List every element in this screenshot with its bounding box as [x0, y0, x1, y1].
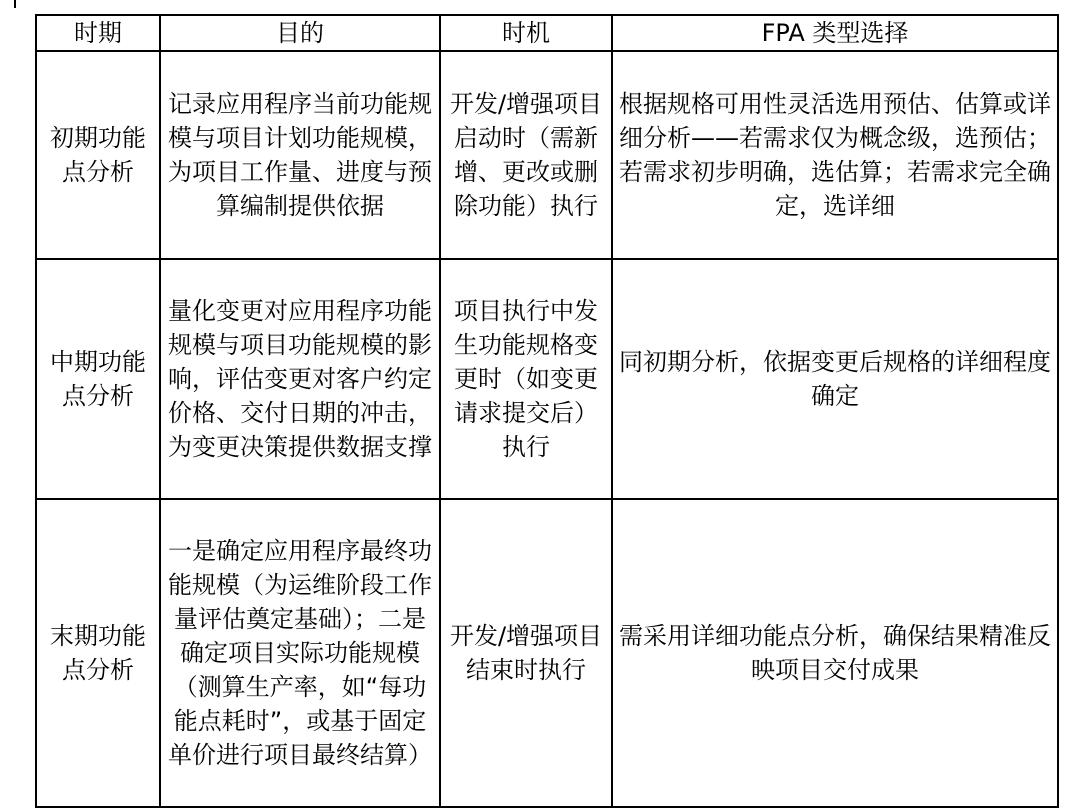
page-edge-mark — [14, 0, 26, 8]
header-timing: 时机 — [440, 15, 612, 51]
table-row-late — [36, 499, 1058, 807]
header-fpa-type: FPA 类型选择 — [612, 15, 1058, 51]
cell-fpa-type: 同初期分析，依据变更后规格的详细程度确定 — [612, 259, 1058, 499]
cell-timing: 开发/增强项目启动时（需新增、更改或删除功能）执行 — [440, 51, 612, 259]
cell-purpose: 一是确定应用程序最终功能规模（为运维阶段工作量评估奠定基础）；二是确定项目实际功能规模（测算生产率，如“每功能点耗时”，或基于固定单价进行项目最终结算） — [160, 499, 440, 807]
cell-fpa-type: 根据规格可用性灵活选用预估、估算或详细分析——若需求仅为概念级，选预估；若需求初步明确，选估算；若需求完全确定，选详细 — [612, 51, 1058, 259]
cell-purpose: 记录应用程序当前功能规模与项目计划功能规模，为项目工作量、进度与预算编制提供依据 — [160, 51, 440, 259]
header-period: 时期 — [36, 15, 160, 51]
cell-period: 中期功能点分析 — [36, 259, 160, 499]
table-header-row — [36, 15, 1058, 51]
fpa-comparison-table — [35, 14, 1059, 808]
cell-period: 末期功能点分析 — [36, 499, 160, 807]
table-row-mid — [36, 259, 1058, 499]
cell-timing: 项目执行中发生功能规格变更时（如变更请求提交后）执行 — [440, 259, 612, 499]
table-row-early — [36, 51, 1058, 259]
cell-period: 初期功能点分析 — [36, 51, 160, 259]
cell-timing: 开发/增强项目结束时执行 — [440, 499, 612, 807]
cell-fpa-type: 需采用详细功能点分析，确保结果精准反映项目交付成果 — [612, 499, 1058, 807]
header-purpose: 目的 — [160, 15, 440, 51]
cell-purpose: 量化变更对应用程序功能规模与项目功能规模的影响，评估变更对客户约定价格、交付日期的冲击，为变更决策提供数据支撑 — [160, 259, 440, 499]
